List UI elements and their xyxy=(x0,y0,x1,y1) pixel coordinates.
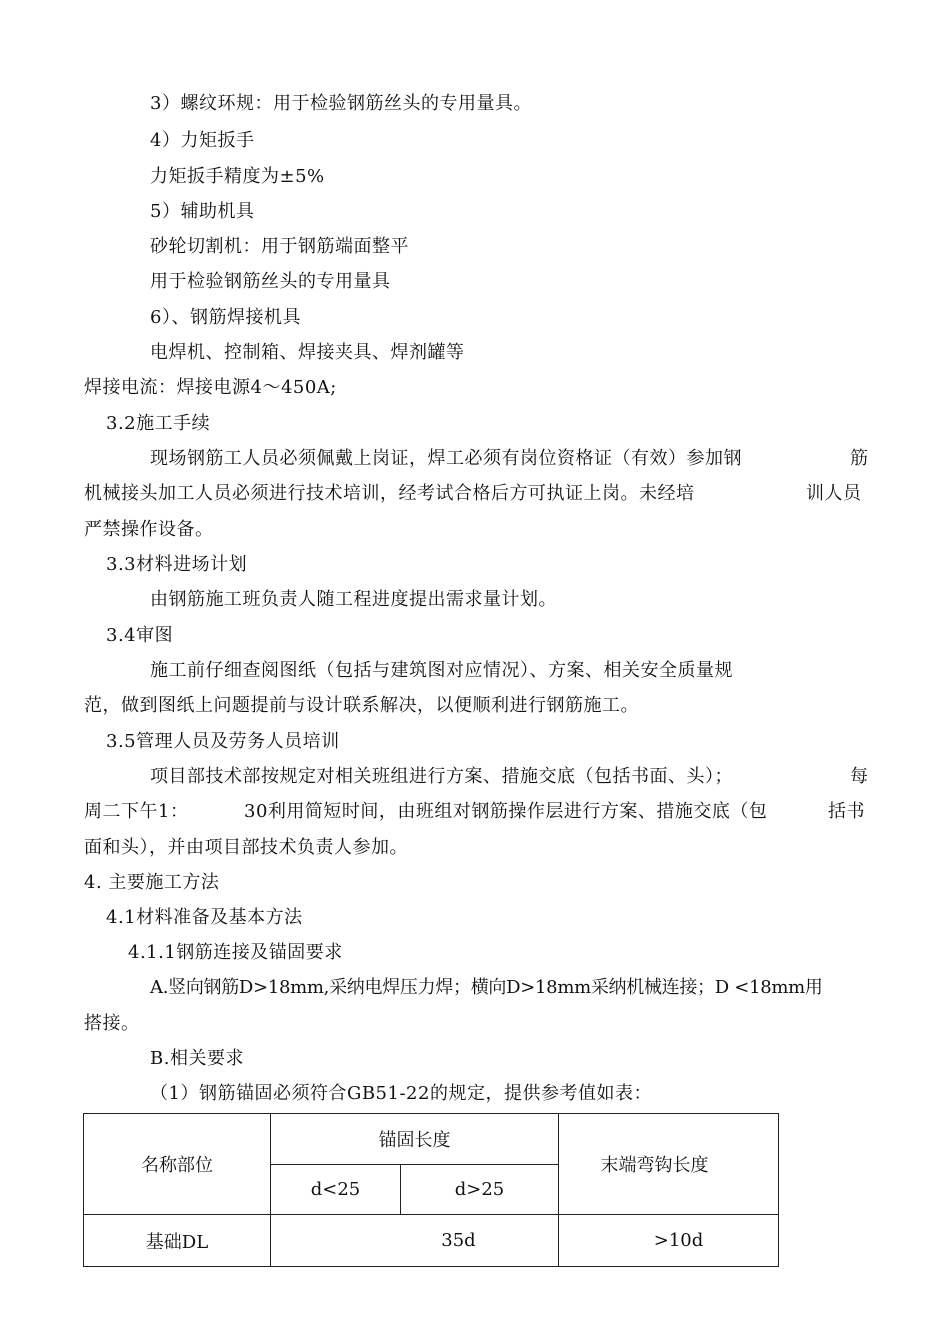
text-line: B.相关要求 xyxy=(150,1048,244,1069)
subheader-gt-cell: d>25 xyxy=(401,1165,559,1215)
section-heading: 4. 主要施工方法 xyxy=(84,872,220,893)
text-line: （1）钢筋锚固必须符合GB51-22的规定，提供参考值如表： xyxy=(150,1083,652,1104)
header-hook-label: 末端弯钩长度 xyxy=(600,1155,709,1176)
text-line: 项目部技术部按规定对相关班组进行方案、措施交底（包括书面、头）； xyxy=(150,766,733,787)
row-hook-cell xyxy=(559,1215,779,1267)
text-line: 30利用简短时间，由班组对钢筋操作层进行方案、措施交底（包 xyxy=(244,801,768,822)
text-line: 周二下午1： xyxy=(84,801,189,822)
row-name-cell: 基础DL xyxy=(84,1215,271,1267)
header-anchor-cell: 锚固长度 xyxy=(271,1114,559,1165)
text-line: 括书 xyxy=(828,801,865,822)
text-line: 施工前仔细查阅图纸（包括与建筑图对应情况）、方案、相关安全质量规 xyxy=(150,660,733,681)
row-anchor-value: 35d xyxy=(441,1230,476,1251)
section-heading: 3.4审图 xyxy=(106,625,174,646)
row-hook-value: >10d xyxy=(653,1230,704,1251)
text-line: 力矩扳手精度为±5% xyxy=(150,166,325,187)
text-line: 范，做到图纸上问题提前与设计联系解决，以便顺利进行钢筋施工。 xyxy=(84,695,639,716)
header-hook-cell xyxy=(559,1114,779,1215)
text-line: 用于检验钢筋丝头的专用量具 xyxy=(150,271,391,292)
section-heading: 3.2施工手续 xyxy=(106,413,211,434)
text-line: 每 xyxy=(850,766,869,787)
text-line: 4）力矩扳手 xyxy=(150,130,255,151)
text-line: 5）辅助机具 xyxy=(150,201,255,222)
text-line: 焊接电流：焊接电源4〜450A; xyxy=(84,377,337,398)
section-heading: 3.5管理人员及劳务人员培训 xyxy=(106,731,340,752)
text-line: 机械接头加工人员必须进行技术培训，经考试合格后方可执证上岗。未经培 xyxy=(84,483,695,504)
text-line: A.竖向钢筋D>18mm,采纳电焊压力焊；横向D>18mm采纳机械连接；D <18mm用 xyxy=(150,977,823,998)
header-name-cell: 名称部位 xyxy=(84,1114,271,1215)
text-line: 搭接。 xyxy=(84,1013,140,1034)
section-heading: 3.3材料进场计划 xyxy=(106,554,248,575)
text-line: 砂轮切割机：用于钢筋端面整平 xyxy=(150,236,409,257)
text-line: 3）螺纹环规：用于检验钢筋丝头的专用量具。 xyxy=(150,93,532,114)
text-line: 面和头），并由项目部技术负责人参加。 xyxy=(84,837,408,858)
row-anchor-cell xyxy=(271,1215,559,1267)
text-line: 由钢筋施工班负责人随工程进度提出需求量计划。 xyxy=(150,589,557,610)
section-heading: 4.1材料准备及基本方法 xyxy=(106,907,303,928)
section-heading: 4.1.1钢筋连接及锚固要求 xyxy=(128,942,343,963)
text-line: 筋 xyxy=(850,448,869,469)
text-line: 6）、钢筋焊接机具 xyxy=(150,307,301,328)
text-line: 现场钢筋工人员必须佩戴上岗证，焊工必须有岗位资格证（有效）参加钢 xyxy=(150,448,742,469)
anchorage-table xyxy=(83,1113,779,1267)
text-line: 电焊机、控制箱、焊接夹具、焊剂罐等 xyxy=(150,342,465,363)
subheader-lt-cell: d<25 xyxy=(271,1165,401,1215)
text-line: 严禁操作设备。 xyxy=(84,519,214,540)
text-line: 训人员 xyxy=(806,483,862,504)
